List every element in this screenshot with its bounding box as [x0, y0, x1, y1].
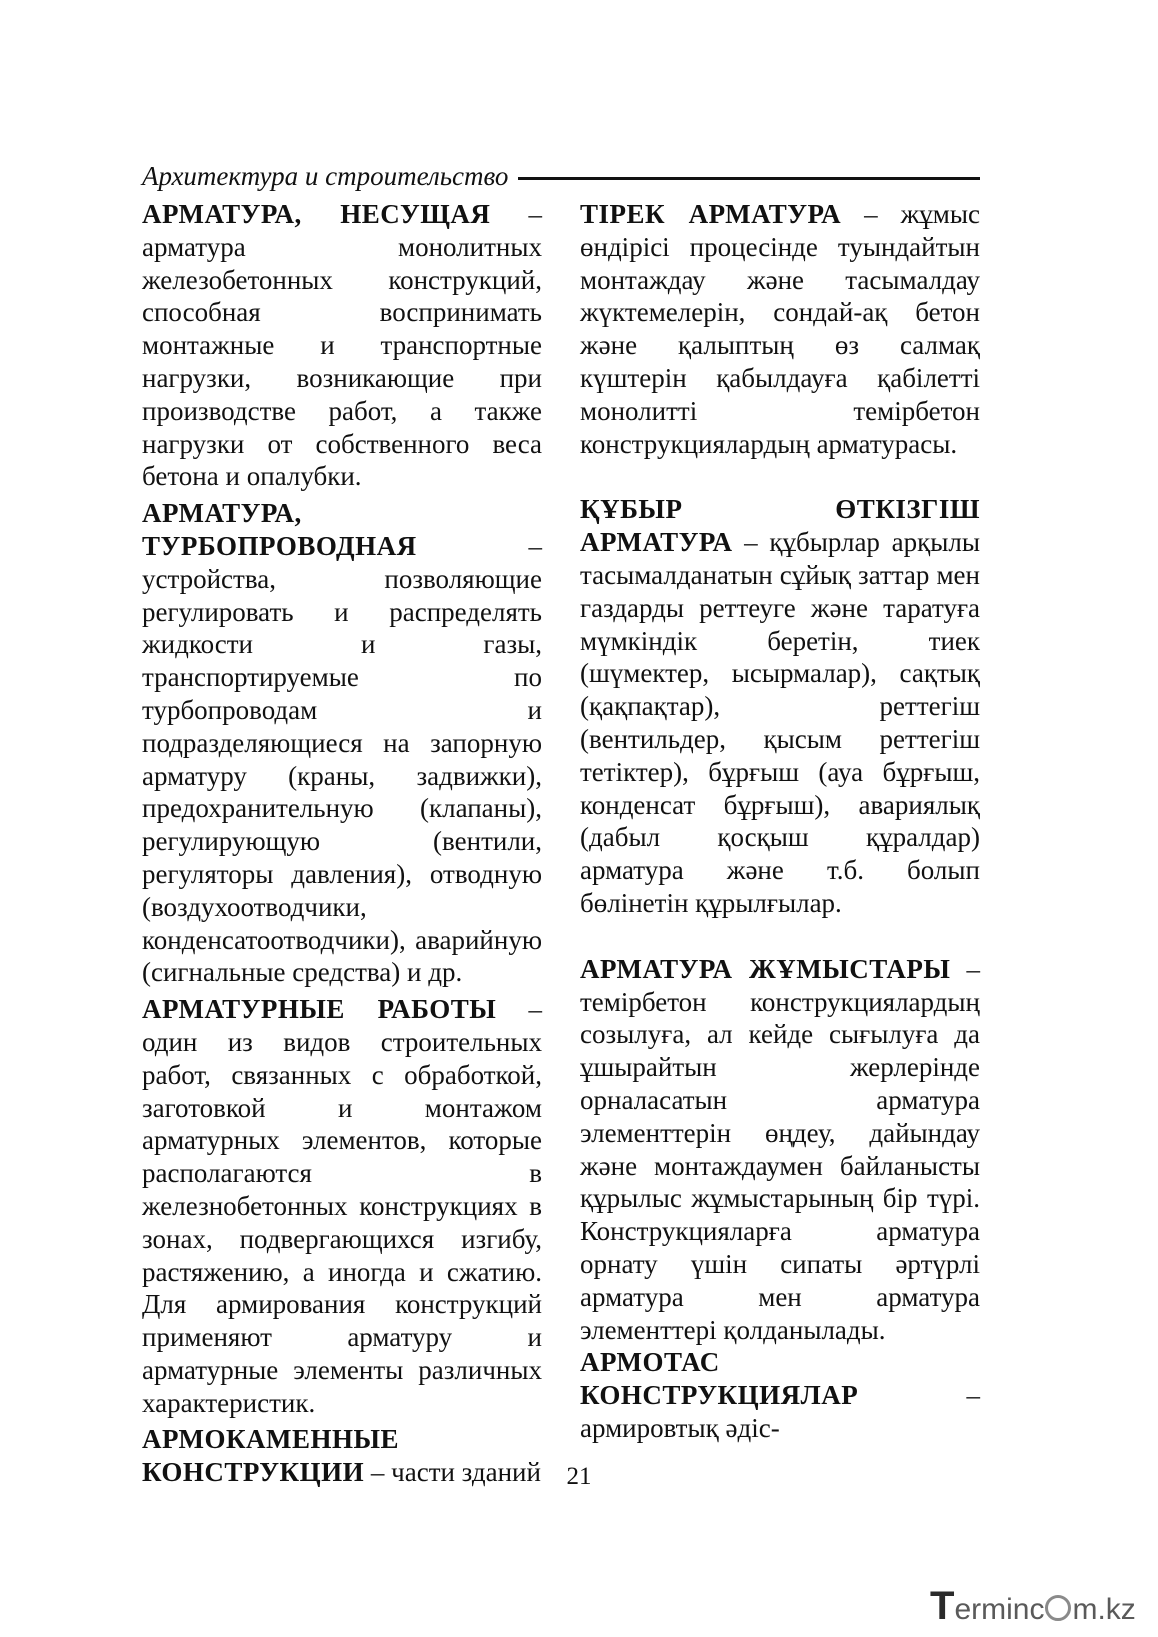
left-column — [142, 198, 542, 1489]
entry-armatura-turboprovodnaya — [142, 497, 542, 989]
watermark-text-b: m.kz — [1072, 1593, 1136, 1626]
entry-definition: – темірбетон конструкциялардың созылуға, ал кейде сығылуға да ұшырайтын жерлерінде орналасатын арматура элементтерін өңдеу, дайындау және монтаждаумен байланысты құрылыс жұмыстарының бір түрі. Конструкцияларға арматура орнату үшін сипаты әртүрлі арматура мен арматура элементтері қолданылады. — [580, 953, 980, 1345]
entry-definition: – части зданий — [364, 1457, 541, 1488]
entry-term: ҚҰБЫР ӨТКІЗГІШ АРМАТУРА — [580, 494, 980, 558]
watermark-letter-t: T — [930, 1584, 955, 1628]
entry-term: ТІРЕК АРМАТУРА — [580, 199, 842, 229]
entry-definition: – устройства, позволяющие регулировать и распределять жидкости и газы, транспортируемые по турбопроводам и подразделяющиеся на запорную арматуру (краны, задвижки), предохранительную (клапаны), регулирующую (вентили, регуляторы давления), отводную (воздухоотводчики, конденсатоотводчики), аварийную (сигнальные средства) и др. — [142, 530, 542, 988]
entry-armatura-nesushchaya — [142, 198, 542, 493]
entry-armatura-zhumystary — [580, 953, 980, 1347]
entry-definition: – құбырлар арқылы тасымалданатын сұйық заттар мен газдарды реттеуге және таратуға мүмкіндік беретін, тиек (шүмектер, ысырмалар), сақтық (қақпақтар), реттегіш (вентильдер, қысым реттегіш тетіктер), бұрғыш (ауа бұрғыш, конденсат бұрғыш), авариялық (дабыл қосқыш құралдар) арматура және т.б. болып бөлінетін құрылғылар. — [580, 527, 980, 918]
entry-armotas-konstrukciyalar — [580, 1346, 980, 1444]
entry-definition: – армировтық әдіс- — [580, 1380, 980, 1443]
entry-term: АРМАТУРА, ТУРБОПРОВОДНАЯ — [142, 498, 417, 561]
entry-tirek-armatura — [580, 198, 980, 460]
entry-armaturnye-raboty — [142, 993, 542, 1419]
page-header — [142, 160, 980, 192]
entry-term: АРМАТУРА ЖҰМЫСТАРЫ — [580, 953, 951, 984]
watermark-text-a: erminc — [954, 1593, 1045, 1626]
page-number: 21 — [566, 1463, 592, 1490]
termincom-watermark-logo — [930, 1584, 1136, 1628]
entry-definition: – арматура монолитных железобетонных конструкций, способная воспринимать монтажные и транспортные нагрузки, возникающие при производстве работ, а также нагрузки от собственного веса бетона и опалубки. — [142, 199, 542, 492]
entry-term: АРМОКАМЕННЫЕ КОНСТРУКЦИИ — [142, 1424, 400, 1488]
entry-term: АРМАТУРНЫЕ РАБОТЫ — [142, 994, 497, 1025]
entry-term: АРМАТУРА, НЕСУЩАЯ — [142, 199, 491, 229]
right-column — [580, 198, 980, 1445]
header-rule — [518, 177, 980, 180]
entry-definition: – жұмыс өндірісі процесінде туындайтын монтаждау және тасымалдау жүктемелерін, сондай-ақ бетон және қалыптың өз салмақ күштерін қабылдауға қабілетті монолитті темірбетон конструкциялардың арматурасы. — [580, 199, 980, 459]
magnifier-icon — [1045, 1595, 1071, 1621]
running-title: Архитектура и строительство — [142, 161, 509, 191]
entry-term: АРМОТАС КОНСТРУКЦИЯЛАР — [580, 1347, 859, 1411]
entry-kubyr-otkizgish-armatura — [580, 493, 980, 919]
entry-definition: – один из видов строительных работ, связанных с обработкой, заготовкой и монтажом арматурных элементов, которые располагаются в железнобетонных конструкциях в зонах, подвергающихся изгибу, растяжению, а иногда и сжатию. Для армирования конструкций применяют арматуру и арматурные элементы различных характеристик. — [142, 994, 542, 1418]
